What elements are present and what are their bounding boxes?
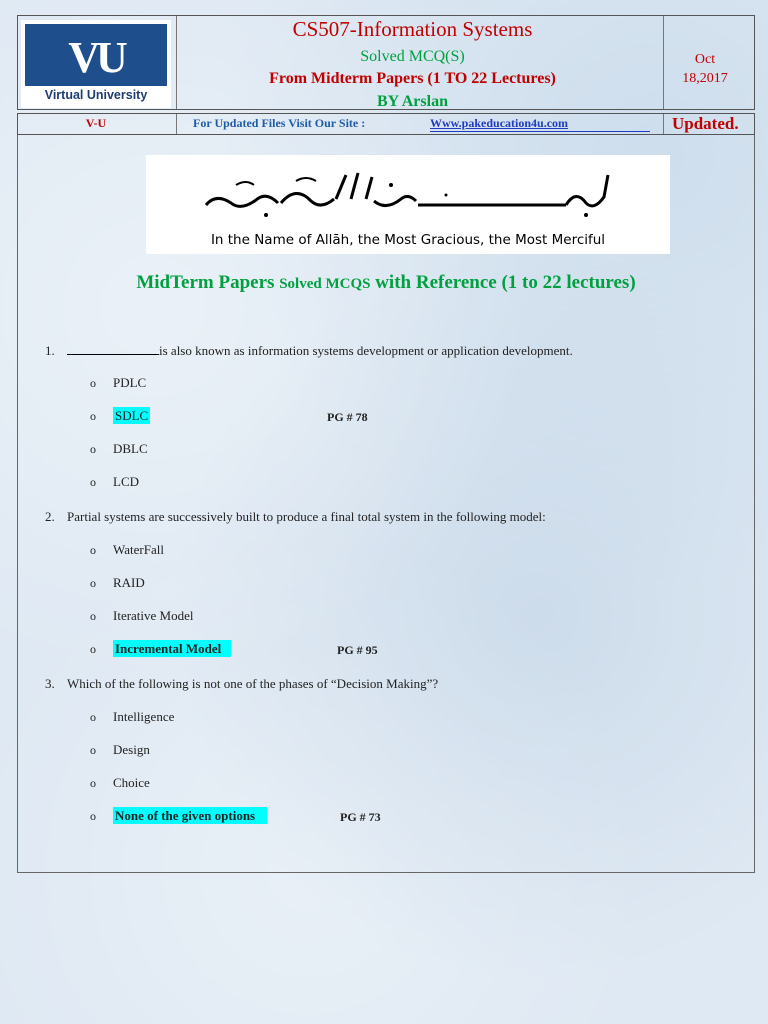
question-text: Which of the following is not one of the phases of “Decision Making”? <box>67 676 439 691</box>
option-design: o Design <box>90 742 150 757</box>
date-day: 18,2017 <box>682 71 728 86</box>
vu-logo <box>21 20 171 108</box>
option-label: LCD <box>113 474 139 489</box>
author: BY Arslan <box>377 93 448 110</box>
option-waterfall: o WaterFall <box>90 542 164 557</box>
option-iterative: o Iterative Model <box>90 608 194 623</box>
date-month: Oct <box>694 52 716 67</box>
option-label: RAID <box>113 575 145 590</box>
option-pdlc: o PDLC <box>90 375 147 390</box>
bismillah-caption: In the Name of Allāh, the Most Gracious, the Most Merciful <box>210 232 606 248</box>
option-label: Choice <box>113 775 150 790</box>
question-3 <box>45 676 438 692</box>
visit-text: For Updated Files Visit Our Site : <box>193 116 366 130</box>
document-subtitle-2: From Midterm Papers (1 TO 22 Lectures) <box>269 70 556 87</box>
correct-answer: None of the given options <box>113 807 267 824</box>
question-1 <box>45 343 573 359</box>
section-heading <box>17 272 755 294</box>
option-sdlc-correct: o SDLC <box>90 408 149 423</box>
question-number: 3. <box>45 676 55 691</box>
page-reference: PG # 78 <box>327 410 368 424</box>
option-choice: o Choice <box>90 775 150 790</box>
question-number: 1. <box>45 343 55 358</box>
logo-text: VU <box>68 33 124 82</box>
option-label: PDLC <box>113 375 147 390</box>
document-title: CS507-Information Systems <box>292 17 533 41</box>
option-intelligence: o Intelligence <box>90 709 175 724</box>
site-link[interactable]: Www.pakeducation4u.com <box>430 116 650 132</box>
logo-caption: Virtual University <box>44 88 148 102</box>
option-dblc: o DBLC <box>90 441 148 456</box>
question-2 <box>45 509 546 525</box>
heading-part-1: MidTerm Papers <box>136 272 280 293</box>
correct-answer: SDLC <box>115 408 149 423</box>
page-reference: PG # 73 <box>340 810 381 824</box>
vu-label: V-U <box>85 116 107 130</box>
option-none-correct: o None of the given options <box>90 808 267 824</box>
option-label: Intelligence <box>113 709 175 724</box>
question-number: 2. <box>45 509 55 524</box>
calligraphy-image <box>146 155 670 233</box>
option-label: WaterFall <box>113 542 164 557</box>
heading-part-3: with Reference (1 to 22 lectures) <box>370 272 636 293</box>
heading-part-2: Solved MCQS <box>279 276 371 292</box>
date <box>655 50 755 88</box>
document-subtitle: Solved MCQ(S) <box>360 48 465 65</box>
answer-blank <box>67 344 159 355</box>
option-label: DBLC <box>113 441 148 456</box>
option-incremental-correct: o Incremental Model <box>90 641 231 657</box>
option-label: Iterative Model <box>113 608 194 623</box>
question-text: Partial systems are successively built to produce a final total system in the following model: <box>67 509 546 524</box>
option-label: Design <box>113 742 150 757</box>
correct-answer: Incremental Model <box>113 640 231 657</box>
page-reference: PG # 95 <box>337 643 378 657</box>
option-lcd: o LCD <box>90 474 139 489</box>
question-text: is also known as information systems development or application development. <box>159 343 573 358</box>
bismillah-banner <box>146 155 670 254</box>
updated-label: Updated. <box>672 114 739 133</box>
option-raid: o RAID <box>90 575 145 590</box>
